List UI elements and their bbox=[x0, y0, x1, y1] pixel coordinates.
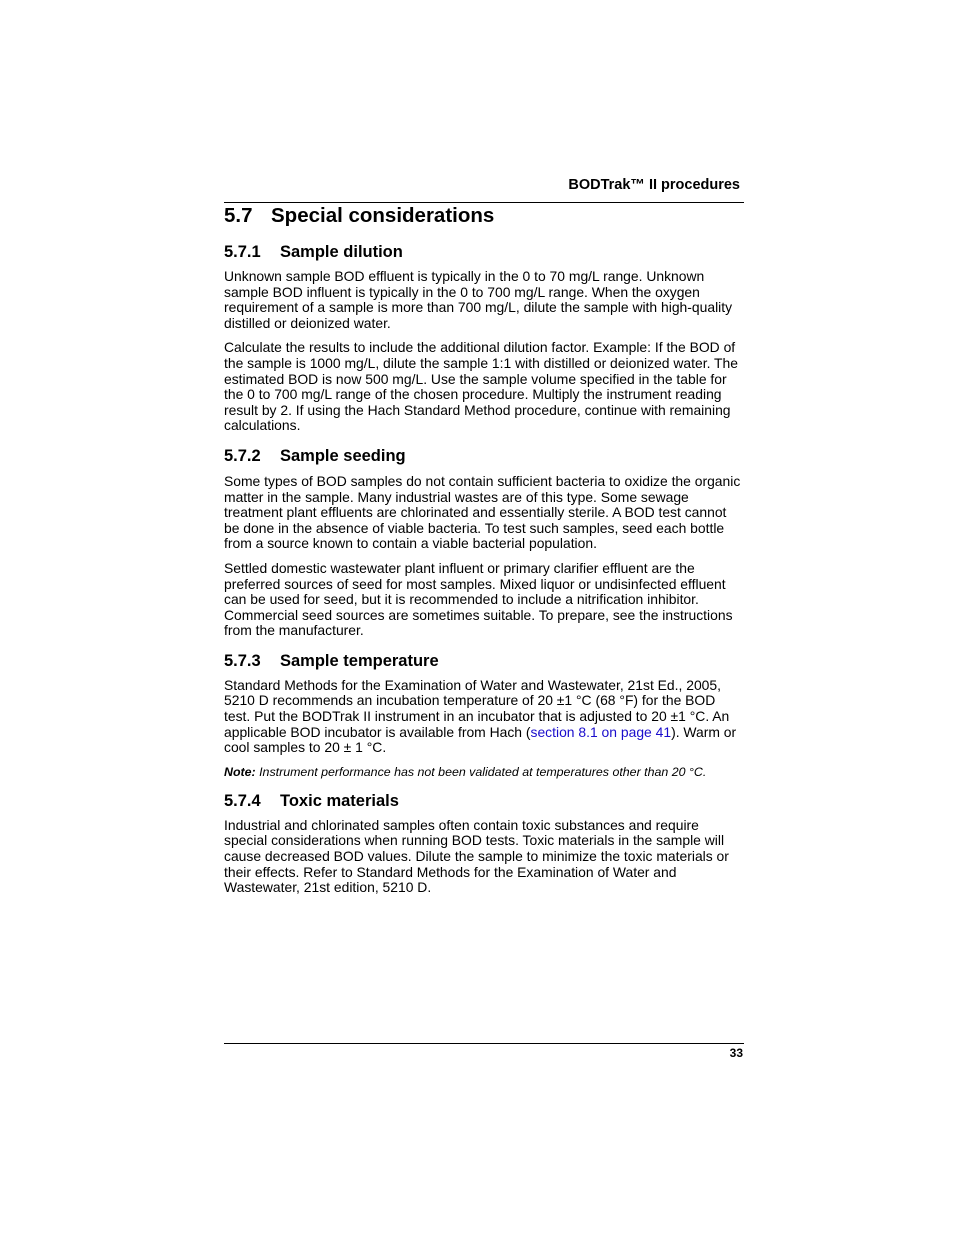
note-text: Instrument performance has not been validated at temperatures other than 20 °C. bbox=[255, 764, 707, 779]
paragraph: Some types of BOD samples do not contain sufficient bacteria to oxidize the organic matter in the sample. Many industrial wastes are of this type. Some sewage treatment plant effluents are chlorinated and essentially sterile. A BOD test cannot be done in the absence of viable bacteria. To test such samples, seed each bottle from a source known to contain a viable bacterial population. bbox=[224, 472, 741, 552]
page-content bbox=[224, 202, 744, 896]
section-cross-reference-link[interactable]: section 8.1 on page 41 bbox=[530, 723, 672, 740]
subsection-number: 5.7.2 bbox=[224, 446, 261, 465]
subsection-title: Sample temperature bbox=[280, 651, 439, 670]
running-header: BODTrak™ II procedures bbox=[568, 177, 740, 193]
section-heading bbox=[224, 202, 744, 231]
note-label: Note: bbox=[224, 764, 256, 779]
subsection-toxic-materials bbox=[224, 791, 744, 896]
subsection-title: Toxic materials bbox=[280, 791, 399, 810]
paragraph-text: ). Warm or cool samples to 20 ± 1 °C. bbox=[224, 723, 737, 756]
subsection-number: 5.7.4 bbox=[224, 791, 261, 810]
subsection-number: 5.7.3 bbox=[224, 651, 261, 670]
section-title: Special considerations bbox=[271, 204, 495, 227]
subsection-heading bbox=[224, 242, 744, 262]
paragraph-text: Standard Methods for the Examination of Water and Wastewater, 21st Ed., 2005, 5210 D recommends an incubation temperature of 20 ±1 °C (68 °F) for the BOD test. Put the BODTrak II instrument in an incubator that is adjusted to 20 ±1 °C. An applicable BOD incubator is available from Hach ( bbox=[224, 676, 730, 740]
paragraph: Industrial and chlorinated samples often contain toxic substances and require special considerations when running BOD tests. Toxic materials in the sample will cause decreased BOD values. Dilute the sample to minimize the toxic materials or their effects. Refer to Standard Methods for the Examination of Water and Wastewater, 21st edition, 5210 D. bbox=[224, 816, 729, 896]
paragraph: Settled domestic wastewater plant influent or primary clarifier effluent are the preferred sources of seed for most samples. Mixed liquor or undisinfected effluent can be used for seed, but it is recommended to include a nitrification inhibitor. Commercial seed sources are sometimes suitable. To prepare, see the instructions from the manufacturer. bbox=[224, 559, 733, 639]
subsection-title: Sample dilution bbox=[280, 243, 403, 261]
subsection-sample-dilution bbox=[224, 242, 744, 434]
subsection-title: Sample seeding bbox=[280, 446, 406, 465]
section-number: 5.7 bbox=[224, 204, 253, 227]
subsection-heading bbox=[224, 651, 744, 671]
subsection-heading bbox=[224, 791, 744, 811]
paragraph bbox=[224, 678, 744, 756]
footer-divider bbox=[224, 1043, 744, 1044]
subsection-heading bbox=[224, 446, 744, 466]
note bbox=[224, 765, 744, 780]
paragraph: Unknown sample BOD effluent is typically in the 0 to 70 mg/L range. Unknown sample BOD influent is typically in the 0 to 700 mg/L range. When the oxygen requirement of a sample is more than 700 mg/L, dilute the sample with high-quality distilled or deionized water. bbox=[224, 268, 733, 331]
paragraph: Calculate the results to include the additional dilution factor. Example: If the BOD of the sample is 1000 mg/L, dilute the sample 1:1 with distilled or deionized water. The estimated BOD is now 500 mg/L. Use the sample volume specified in the table for the 0 to 700 mg/L range of the chosen procedure. Multiply the instrument reading result by 2. If using the Hach Standard Method procedure, continue with remaining calculations. bbox=[224, 339, 738, 434]
subsection-sample-temperature bbox=[224, 651, 744, 780]
subsection-sample-seeding bbox=[224, 446, 744, 639]
subsection-number: 5.7.1 bbox=[224, 243, 261, 261]
page-number: 33 bbox=[729, 1046, 743, 1060]
